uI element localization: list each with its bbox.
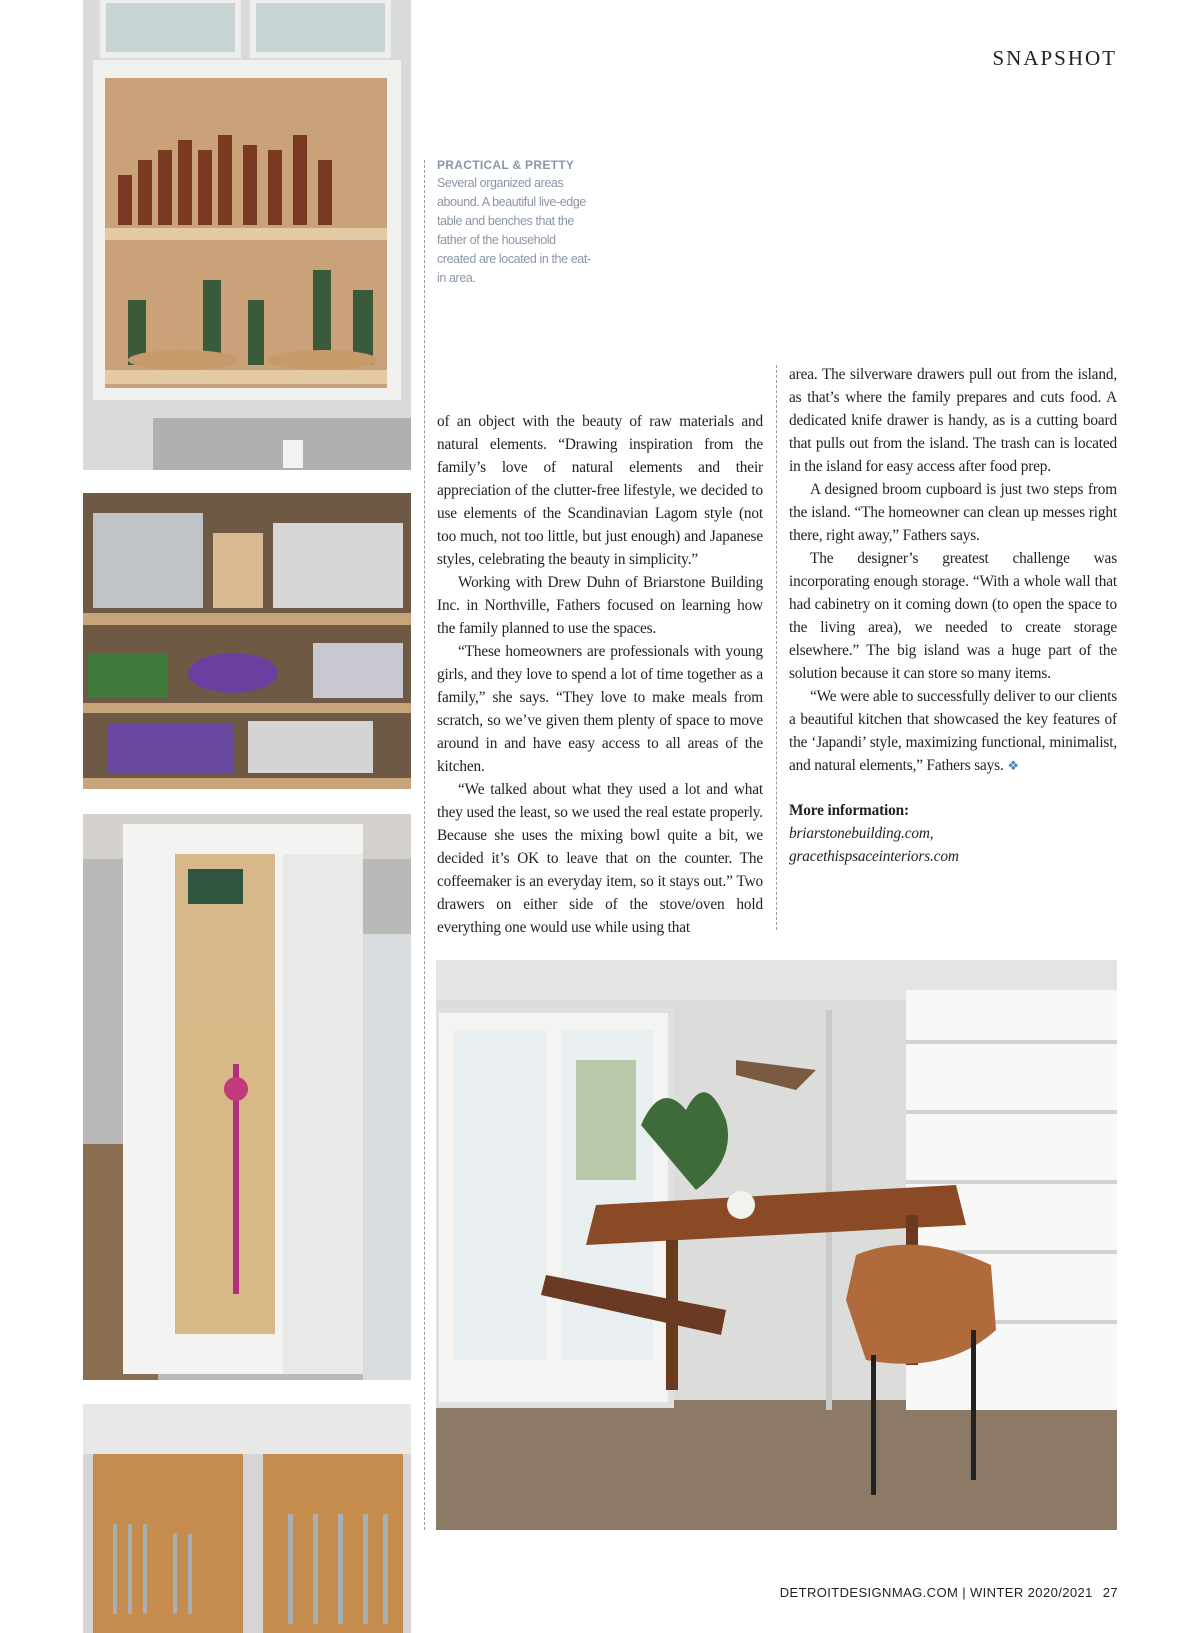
more-info-link[interactable]: gracethispsaceinteriors.com (789, 848, 959, 865)
utensil-drawers-photo (83, 1404, 411, 1633)
section-label: SNAPSHOT (992, 46, 1117, 70)
paragraph: Working with Drew Duhn of Briarstone Building Inc. in Northville, Fathers focused on learning how the family planned to use the spaces. (437, 574, 763, 637)
craft-shelves-photo (83, 493, 411, 789)
column-divider (776, 365, 777, 930)
more-info-label: More information: (789, 802, 909, 819)
caption-body: Several organized areas abound. A beautiful live-edge table and benches that the father of the household created are located in the eat-in area. (437, 176, 591, 285)
paragraph: The designer’s greatest challenge was incorporating enough storage. “With a whole wall that had cabinetry on it coming down (to open the space to the living area), we needed to create storage elsewhere.” The big island was a huge part of the solution because it can store so many items. (789, 550, 1117, 682)
dining-area-photo (436, 960, 1117, 1530)
photo-caption (437, 158, 597, 288)
paragraph: area. The silverware drawers pull out from the island, as that’s where the family prepares and cuts food. A dedicated knife drawer is handy, as is a cutting board that pulls out from the island. The trash can is located in the island for easy access after food prep. (789, 366, 1117, 475)
more-information (789, 799, 1117, 868)
caption-title: PRACTICAL & PRETTY (437, 158, 575, 172)
article-column-1 (437, 410, 763, 939)
paragraph-text: “We were able to successfully deliver to our clients a beautiful kitchen that showcased the key features of the ‘Japandi’ style, maximizing functional, minimalist, and natural elements,” Fathers says. (789, 688, 1117, 774)
broom-cupboard-photo (83, 814, 411, 1380)
more-info-link[interactable]: briarstonebuilding.com, (789, 825, 934, 842)
end-mark-icon: ❖ (1007, 758, 1019, 773)
page-number: 27 (1102, 1585, 1118, 1600)
paragraph: “These homeowners are professionals with young girls, and they love to spend a lot of time together as a family,” she says. “They love to make meals from scratch, so we’ve given them plenty of space to move around in and have easy access to all areas of the kitchen. (437, 643, 763, 775)
paragraph (789, 685, 1117, 777)
article-column-2 (789, 363, 1117, 868)
page-footer (780, 1585, 1118, 1600)
paragraph: “We talked about what they used a lot and what they used the least, so we used the real estate properly. Because she uses the mixing bowl quite a bit, we decided it’s OK to leave that on the counter. The coffeemaker is an everyday item, so it stays out.” Two drawers on either side of the stove/oven hold everything one would use while using that (437, 781, 763, 936)
paragraph: A designed broom cupboard is just two steps from the island. “The homeowner can clean up messes right there, right away,” Fathers says. (789, 481, 1117, 544)
publication-info: DETROITDESIGNMAG.COM | WINTER 2020/2021 (779, 1585, 1093, 1600)
spice-cabinet-photo (83, 0, 411, 470)
paragraph: of an object with the beauty of raw materials and natural elements. “Drawing inspiration from the family’s love of natural elements and their appreciation of the clutter-free lifestyle, we decided to use elements of the Scandinavian Lagom style (not too much, not too little, but just enough) and Japanese styles, celebrating the beauty in simplicity.” (437, 413, 763, 568)
column-divider (424, 160, 425, 1530)
